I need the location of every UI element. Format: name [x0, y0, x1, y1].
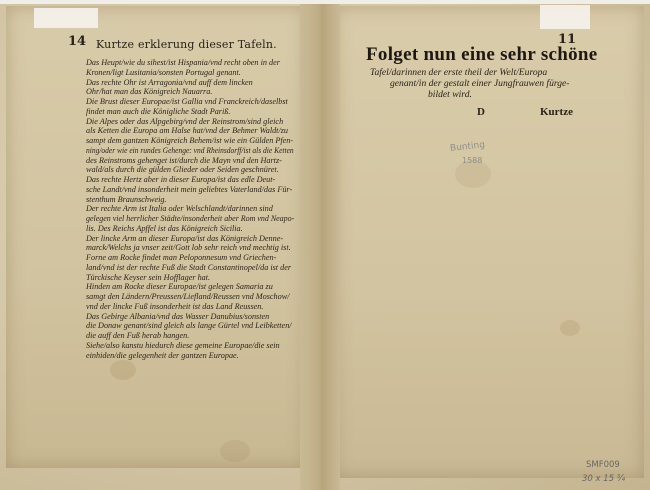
body-line: marck/Welchs ja vnser zeit/Gott lob sehr reich vnd mechtig ist. — [86, 243, 291, 253]
body-line: land/vnd ist der rechte Fuß die Stadt Constantinopel/da ist der — [86, 262, 292, 272]
body-line: einhiden/die gelegenheit der gantzen Europae. — [86, 350, 239, 360]
tape-remnant-right — [540, 5, 590, 29]
body-line: Ohr/hat man das Königreich Nauarra. — [86, 87, 213, 97]
body-line: sampt dem gantzen Königreich Behem/ist wie ein Gülden Pfen- — [86, 136, 294, 145]
stain — [560, 320, 580, 336]
body-line: Türckische Keyser sein Hofflager hat. — [86, 272, 211, 282]
body-line: findet man auch die Königliche Stadt Pariß. — [86, 106, 231, 116]
right-page-title: Folget nun eine sehr schöne — [366, 44, 598, 65]
inventory-code: SMF009 — [586, 460, 620, 470]
body-line: sche Landt/vnd insonderheit mein geliebtes Vaterland/das Für- — [86, 184, 293, 194]
left-page-number: 14 — [68, 34, 87, 49]
body-line: Kronen/ligt Lusitania/sonsten Portugal genant. — [86, 67, 241, 77]
right-page-number: 11 — [558, 32, 577, 47]
right-page-subtitle-1: Tafel/darinnen der erste theil der Welt/Europa — [370, 67, 548, 78]
center-fold — [300, 0, 340, 490]
body-line: samgt den Ländern/Preussen/Liefland/Reussen vnd Moschow/ — [86, 292, 290, 301]
right-page-subtitle-2: genant/in der gestalt einer Jungfrauwen fürge- — [390, 78, 570, 89]
body-line: Die Brust dieser Europae/ist Gallia vnd Franckreich/daselbst — [86, 97, 288, 106]
pencil-note-author: Bunting — [449, 140, 486, 154]
body-line: lis. Des Reichs Apffel ist das Königreich Sicilia. — [86, 223, 243, 233]
body-line: Das rechte Hertz aber in dieser Europa/ist das edle Deut- — [86, 175, 276, 184]
body-line: Das Heupt/wie du sihest/ist Hispania/vnd recht oben in der — [86, 58, 280, 67]
body-line: Hinden am Rocke dieser Europae/ist gelegen Samaria zu — [86, 282, 273, 292]
body-line: vnd der lincke Fuß insonderheit ist das Land Reussen. — [86, 301, 264, 311]
body-line: des Reinstroms gehenget ist/durch die Mayn vnd den Hartz- — [86, 155, 282, 165]
body-line: Die Alpes oder das Alpgebirg/vnd der Reinstrom/sind gleich — [86, 116, 284, 126]
body-line: die Donaw genant/sind gleich als lange Gürtel vnd Leibketten/ — [86, 321, 292, 331]
top-edge — [0, 0, 650, 4]
catchword: Kurtze — [540, 106, 573, 118]
body-line: stenthum Braunschweig. — [86, 194, 167, 204]
body-line: Das rechte Ohr ist Arragonia/vnd auff dem lincken — [86, 77, 253, 87]
body-line: Forne am Rocke findet man Peloponnesum vnd Griechen- — [86, 253, 277, 262]
body-line: die auff den Fuß herab hangen. — [86, 331, 190, 340]
body-line: ning/oder wie ein rundes Gehenge: vnd Rheinsdorff/ist als die Ketten — [86, 145, 294, 155]
body-line: gelegen viel herrlicher Städte/insonderheit aber Rom vnd Neapo- — [86, 214, 295, 223]
body-line: als Ketten die Europa am Halse hat/vnd der Behmer Waldt/zu — [86, 126, 289, 136]
stain — [110, 360, 136, 380]
pencil-note-year: 1588 — [462, 156, 483, 165]
signature-mark: D — [477, 106, 485, 118]
dimensions-note: 30 x 15 ¾ — [582, 474, 626, 484]
stain — [220, 440, 250, 462]
tape-remnant-left — [34, 8, 98, 28]
body-line: Das Gebirge Albania/vnd das Wasser Danubius/sonsten — [86, 311, 270, 321]
body-line: Siehe/also kanstu hiedurch diese gemeine Europae/die sein — [86, 340, 280, 350]
left-page-heading: Kurtze erklerung dieser Tafeln. — [96, 38, 277, 51]
right-page-subtitle-3: bildet wird. — [428, 89, 472, 100]
body-line: Der rechte Arm ist Italia oder Welschlandt/darinnen sind — [86, 204, 273, 214]
body-line: Der lincke Arm an dieser Europa/ist das Königreich Denne- — [86, 233, 284, 243]
body-line: wald/als durch die gülden Glieder oder Seiden geschnüret. — [86, 165, 279, 175]
